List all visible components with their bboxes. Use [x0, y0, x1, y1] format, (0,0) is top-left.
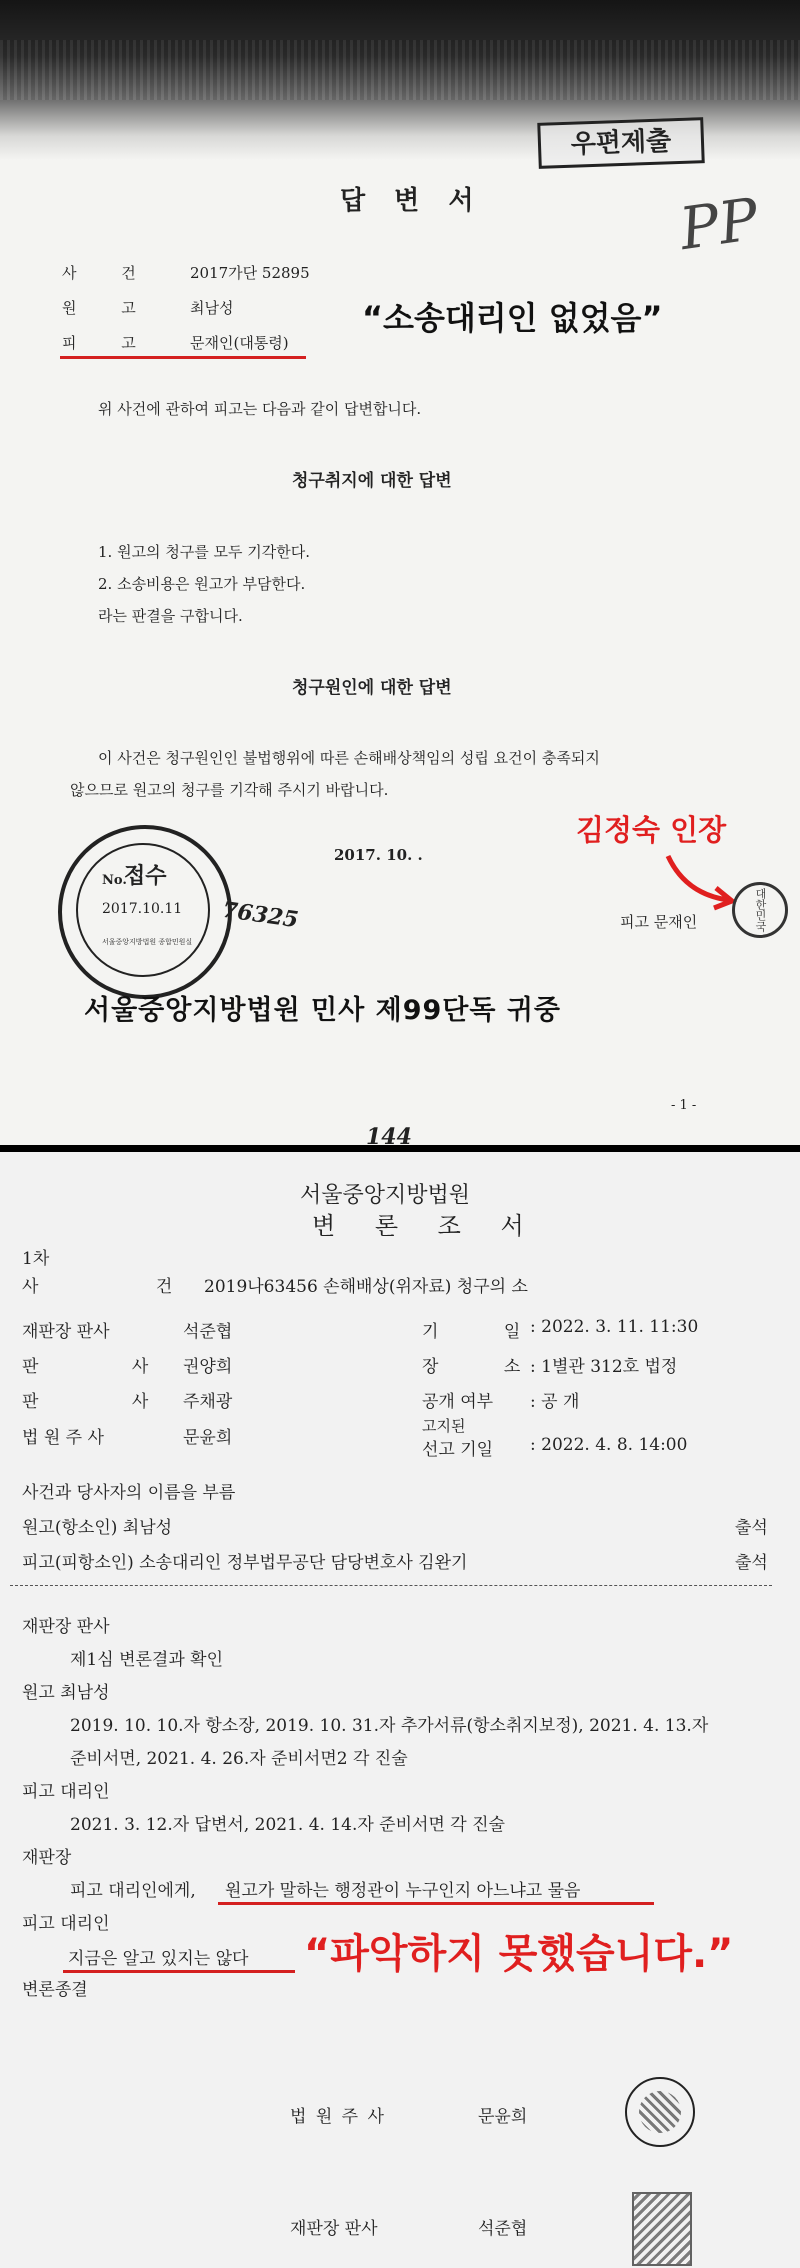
- judge-sign-label: 재판장 판사: [290, 2219, 378, 2239]
- filing-date: 2017. 10. .: [334, 846, 423, 864]
- case-label: 사 건: [62, 264, 156, 282]
- clerk-sign-name: 문윤희: [478, 2107, 528, 2127]
- judge-speaker-2: 재판장: [22, 1848, 72, 1868]
- claim-closing: 라는 판결을 구합니다.: [98, 607, 243, 625]
- judge-sign-name: 석준협: [478, 2219, 528, 2239]
- judge-seal: [632, 2192, 692, 2266]
- court-clerk-label: 법 원 주 사: [22, 1428, 104, 1448]
- hearing-record-document: [0, 1152, 800, 2268]
- clerk-sign-label: 법 원 주 사: [290, 2107, 386, 2127]
- judge-name-2: 주채광: [183, 1392, 233, 1412]
- case-number: 2017가단 52895: [190, 264, 310, 282]
- plaintiff-statement-1: 2019. 10. 10.자 항소장, 2019. 10. 31.자 추가서류(항소취지보정), 2021. 4. 13.자: [70, 1716, 709, 1736]
- personal-seal: [732, 882, 788, 938]
- plaintiff-label: 원 고: [62, 299, 156, 317]
- handwritten-initials: PP: [675, 184, 763, 264]
- received-stamp-title: 접수: [124, 863, 167, 889]
- sentencing-date-value: : 2022. 4. 8. 14:00: [530, 1435, 688, 1455]
- document-title: 답 변 서: [340, 186, 484, 216]
- hearing-record-title: 변 론 조 서: [312, 1212, 540, 1240]
- parties-called: 사건과 당사자의 이름을 부름: [22, 1483, 236, 1503]
- defendant-signature: 피고 문재인: [620, 913, 698, 931]
- court-clerk-name: 문윤희: [183, 1428, 233, 1448]
- venue-value: : 1별관 312호 법정: [530, 1357, 678, 1377]
- defendant-agent-speaker-1: 피고 대리인: [22, 1782, 110, 1802]
- presiding-judge-name: 석준협: [183, 1322, 233, 1342]
- public-label: 공개 여부: [422, 1392, 494, 1412]
- court-name: 서울중앙지방법원: [300, 1183, 471, 1208]
- plaintiff-line: 원고(항소인) 최남성: [22, 1518, 173, 1538]
- mail-submission-stamp: 우편제출: [537, 117, 705, 169]
- sentencing-date-label: 선고 기일: [422, 1440, 494, 1460]
- judge-statement-1: 제1심 변론결과 확인: [70, 1650, 223, 1670]
- received-stamp-date: 2017.10.11: [102, 901, 183, 917]
- judge-name-1: 권양희: [183, 1357, 233, 1377]
- venue-label: 장 소: [422, 1357, 551, 1377]
- received-stamp-court: 서울중앙지방법원 종합민원실: [102, 938, 193, 946]
- seal-text: 대한민국: [754, 888, 767, 932]
- claim-heading: 청구취지에 대한 답변: [292, 471, 452, 491]
- section-divider: [10, 1585, 772, 1586]
- cause-heading: 청구원인에 대한 답변: [292, 678, 452, 698]
- clerk-seal: [625, 2077, 695, 2147]
- hearing-date-value: : 2022. 3. 11. 11:30: [530, 1317, 699, 1337]
- judge-speaker-1: 재판장 판사: [22, 1617, 110, 1637]
- bundle-page-number: 144: [366, 1124, 412, 1145]
- plaintiff-attendance: 출석: [735, 1518, 768, 1538]
- addressed-court: 서울중앙지방법원 민사 제99단독 귀중: [84, 995, 562, 1026]
- defendant-agent-statement-2: 지금은 알고 있지는 않다: [68, 1949, 249, 1969]
- page-number: - 1 -: [671, 1098, 697, 1113]
- presiding-judge-label: 재판장 판사: [22, 1322, 110, 1342]
- received-stamp-no: No.: [102, 873, 127, 888]
- plaintiff-name: 최남성: [190, 299, 234, 317]
- hearing-date-label: 기 일: [422, 1322, 551, 1342]
- red-arrow-icon: [660, 852, 740, 912]
- judge-statement-2a: 피고 대리인에게,: [70, 1881, 196, 1901]
- defendant-line: 피고(피항소인) 소송대리인 정부법무공단 담당변호사 김완기: [22, 1553, 468, 1573]
- announced-label: 고지된: [422, 1417, 466, 1435]
- quote-callout: “파악하지 못했습니다.”: [304, 1931, 734, 1977]
- judge-statement-2b: 원고가 말하는 행정관이 누구인지 아느냐고 물음: [225, 1881, 581, 1901]
- no-agent-callout: “소송대리인 없었음”: [362, 299, 663, 337]
- defendant-attendance: 출석: [735, 1553, 768, 1573]
- public-value: : 공 개: [530, 1392, 580, 1412]
- defendant-agent-statement-1: 2021. 3. 12.자 답변서, 2021. 4. 14.자 준비서면 각 진술: [70, 1815, 505, 1835]
- claim-item-1: 1. 원고의 청구를 모두 기각한다.: [98, 543, 311, 561]
- plaintiff-speaker: 원고 최남성: [22, 1683, 110, 1703]
- defendant-underline: [60, 356, 306, 359]
- question-underline: [218, 1902, 654, 1905]
- cause-line-1: 이 사건은 청구원인인 불법행위에 따른 손해배상책임의 성립 요건이 충족되지: [98, 749, 600, 767]
- case-label-2: 사 건: [22, 1277, 229, 1297]
- plaintiff-statement-2: 준비서면, 2021. 4. 26.자 준비서면2 각 진술: [70, 1749, 408, 1769]
- cause-line-2: 않으므로 원고의 청구를 기각해 주시기 바랍니다.: [70, 781, 389, 799]
- received-stamp: [58, 825, 232, 999]
- scan-noise: [0, 40, 800, 100]
- claim-item-2: 2. 소송비용은 원고가 부담한다.: [98, 575, 306, 593]
- answer-underline: [63, 1970, 295, 1973]
- intro-text: 위 사건에 관하여 피고는 다음과 같이 답변합니다.: [98, 400, 422, 418]
- judge-label-1: 판 사: [22, 1357, 193, 1377]
- received-serial: 76325: [220, 896, 300, 934]
- case-value-2: 2019나63456 손해배상(위자료) 청구의 소: [204, 1277, 528, 1297]
- defendant-agent-speaker-2: 피고 대리인: [22, 1914, 110, 1934]
- defendant-name: 문재인(대통령): [190, 334, 289, 352]
- defendant-label: 피 고: [62, 334, 156, 352]
- seal-callout: 김정숙 인장: [576, 813, 727, 847]
- judge-label-2: 판 사: [22, 1392, 193, 1412]
- round-label: 1차: [22, 1249, 50, 1269]
- closing-line: 변론종결: [22, 1980, 88, 2000]
- clerk-seal-pattern: [639, 2091, 681, 2133]
